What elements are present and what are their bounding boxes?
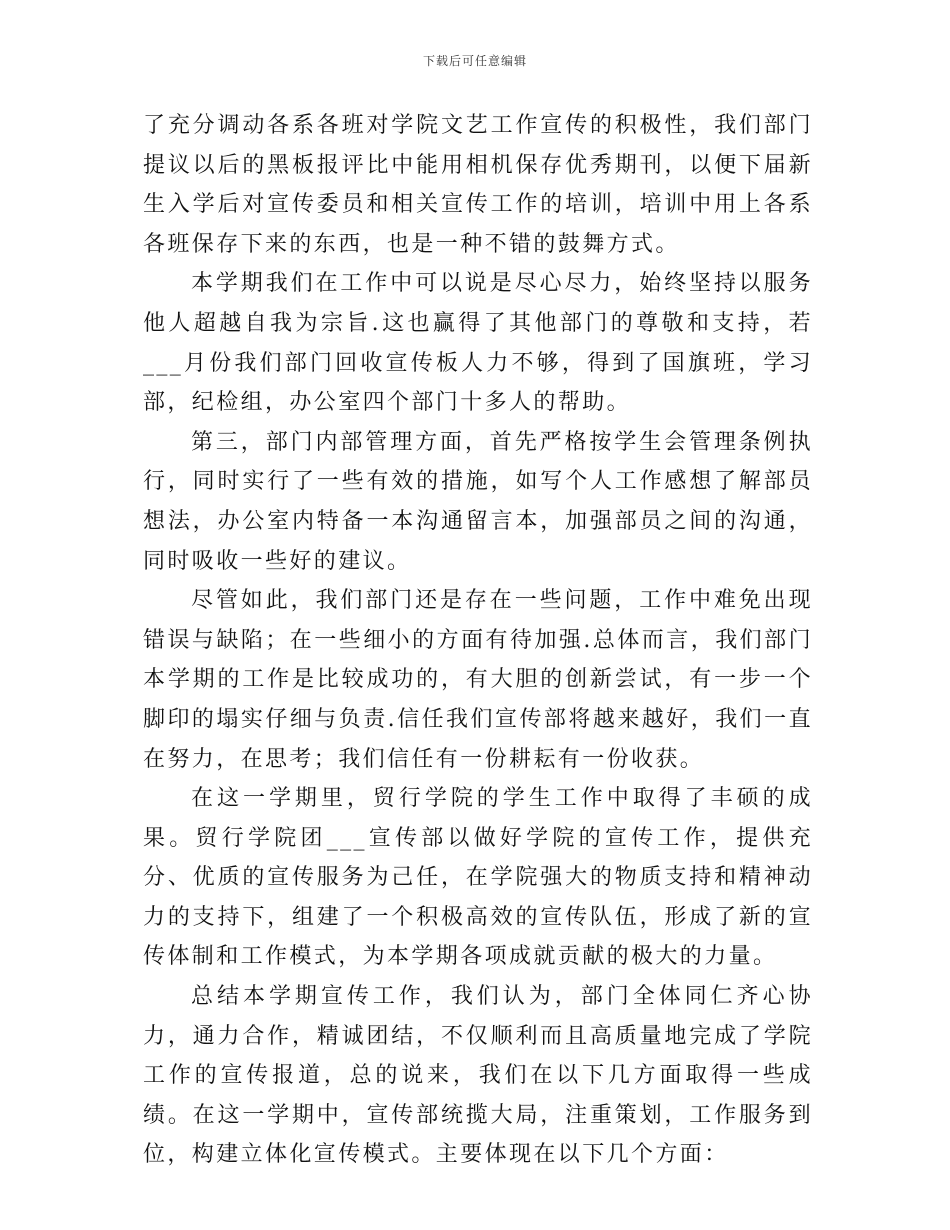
- paragraph-problems-summary: 尽管如此，我们部门还是存在一些问题，工作中难免出现错误与缺陷；在一些细小的方面有待加强.总体而言，我们部门本学期的工作是比较成功的，有大胆的创新尝试，有一步一个脚印的塌实仔细与负责.信任我们宣传部将越来越好，我们一直在努力，在思考；我们信任有一份耕耘有一份收获。: [143, 588, 813, 772]
- page-header: 下载后可任意编辑: [422, 54, 527, 68]
- paragraph-continuation: 了充分调动各系各班对学院文艺工作宣传的积极性，我们部门提议以后的黑板报评比中能用相机保存优秀期刊，以便下届新生入学后对宣传委员和相关宣传工作的培训，培训中用上各系各班保存下来的东西，也是一种不错的鼓舞方式。: [143, 113, 813, 257]
- paragraph-service-spirit: 本学期我们在工作中可以说是尽心尽力，始终坚持以服务他人超越自我为宗旨.这也赢得了其他部门的尊敬和支持，若___月份我们部门回收宣传板人力不够，得到了国旗班，学习部，纪检组，办公室四个部门十多人的帮助。: [143, 271, 813, 416]
- document-body: [143, 106, 813, 1175]
- paragraph-semester-achievements: 在这一学期里，贸行学院的学生工作中取得了丰硕的成果。贸行学院团___宣传部以做好学院的宣传工作，提供充分、优质的宣传服务为己任，在学院强大的物质支持和精神动力的支持下，组建了一个积极高效的宣传队伍，形成了新的宣传体制和工作模式，为本学期各项成就贡献的极大的力量。: [143, 786, 813, 970]
- paragraph-work-summary: 总结本学期宣传工作，我们认为，部门全体同仁齐心协力，通力合作，精诚团结，不仅顺利而且高质量地完成了学院工作的宣传报道，总的说来，我们在以下几方面取得一些成绩。在这一学期中，宣传部统揽大局，注重策划，工作服务到位，构建立体化宣传模式。主要体现在以下几个方面：: [143, 984, 813, 1168]
- paragraph-internal-management: 第三，部门内部管理方面，首先严格按学生会管理条例执行，同时实行了一些有效的措施，如写个人工作感想了解部员想法，办公室内特备一本沟通留言本，加强部员之间的沟通，同时吸收一些好的建议。: [143, 429, 813, 574]
